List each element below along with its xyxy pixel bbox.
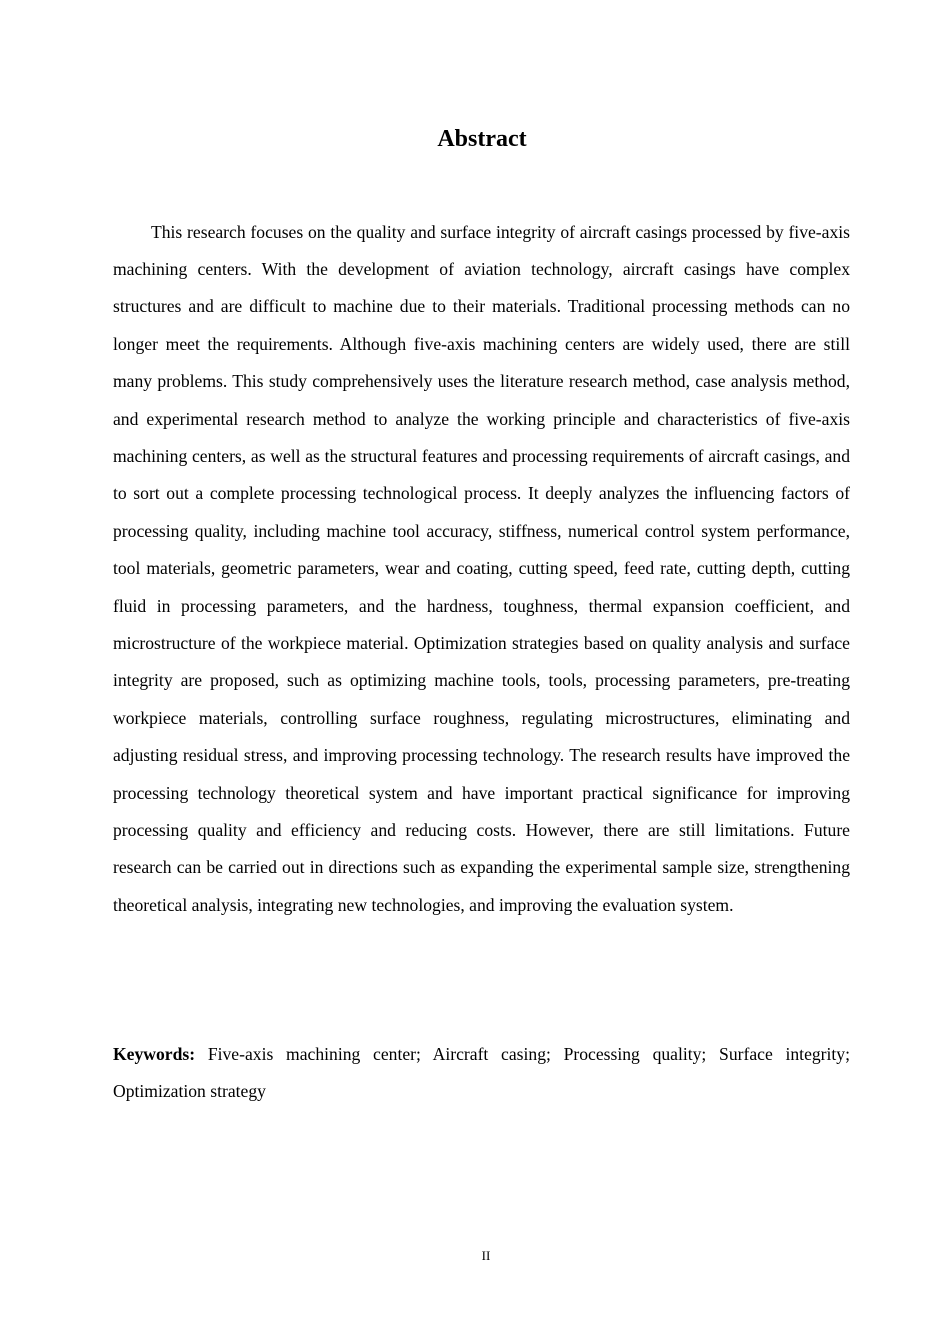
keywords-list: Five-axis machining center; Aircraft casing; Processing quality; Surface integrity; Optimization strategy [113,1044,850,1102]
abstract-paragraph: This research focuses on the quality and surface integrity of aircraft casings processed by five-axis machining centers. With the development of aviation technology, aircraft casings have complex structures and are difficult to machine due to their materials. Traditional processing methods can no longer meet the requirements. Although five-axis machining centers are widely used, there are still many problems. This study comprehensively uses the literature research method, case analysis method, and experimental research method to analyze the working principle and characteristics of five-axis machining centers, as well as the structural features and processing requirements of aircraft casings, and to sort out a complete processing technological process. It deeply analyzes the influencing factors of processing quality, including machine tool accuracy, stiffness, numerical control system performance, tool materials, geometric parameters, wear and coating, cutting speed, feed rate, cutting depth, cutting fluid in processing parameters, and the hardness, toughness, thermal expansion coefficient, and microstructure of the workpiece material. Optimization strategies based on quality analysis and surface integrity are proposed, such as optimizing machine tools, tools, processing parameters, pre-treating workpiece materials, controlling surface roughness, regulating microstructures, eliminating and adjusting residual stress, and improving processing technology. The research results have improved the processing technology theoretical system and have important practical significance for improving processing quality and efficiency and reducing costs. However, there are still limitations. Future research can be carried out in directions such as expanding the experimental sample size, strengthening theoretical analysis, integrating new technologies, and improving the evaluation system. [113,221,850,915]
keywords-label: Keywords: [113,1044,196,1064]
keywords-paragraph [113,1036,850,1111]
page-title: Abstract [437,126,527,152]
page-number: II [481,1248,491,1263]
